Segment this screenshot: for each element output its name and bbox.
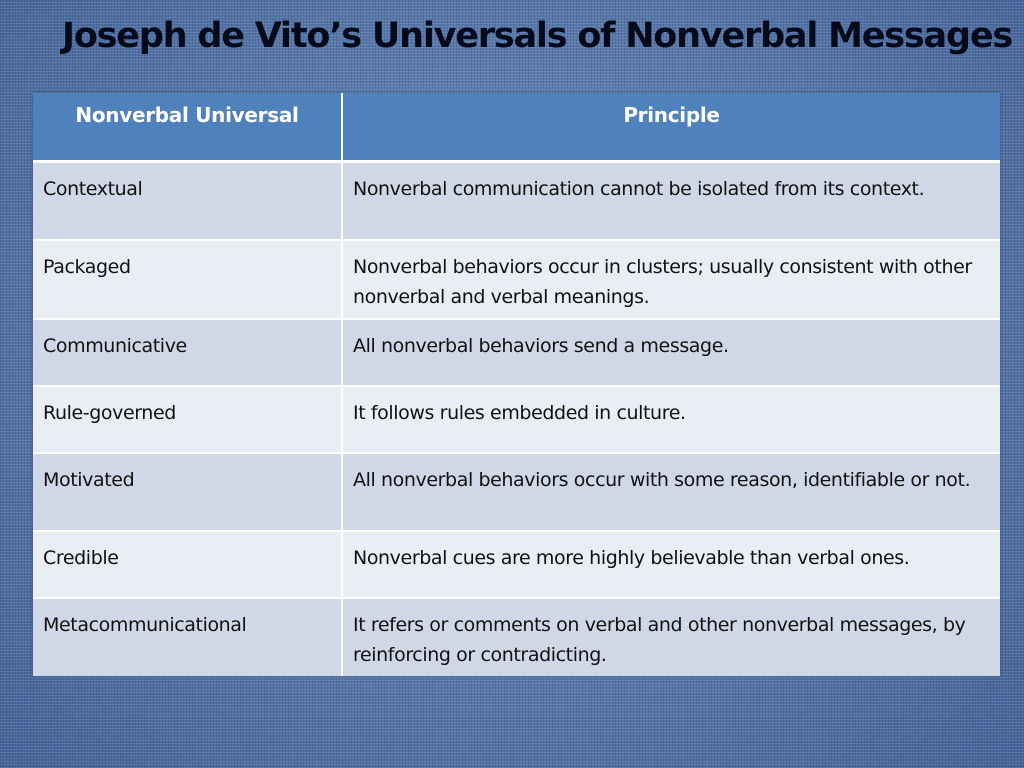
table-row (33, 162, 1000, 240)
principle-cell: It refers or comments on verbal and other nonverbal messages, by reinforcing or contradicting. (342, 598, 1000, 676)
principle-cell: All nonverbal behaviors send a message. (342, 319, 1000, 386)
table-row (33, 319, 1000, 386)
header-principle: Principle (342, 93, 1000, 162)
table-row (33, 386, 1000, 453)
table-row (33, 598, 1000, 676)
universal-cell: Rule-governed (33, 386, 342, 453)
universal-cell: Contextual (33, 162, 342, 240)
principle-cell: It follows rules embedded in culture. (342, 386, 1000, 453)
header-nonverbal-universal: Nonverbal Universal (33, 93, 342, 162)
universal-cell: Credible (33, 531, 342, 598)
principle-cell: Nonverbal cues are more highly believable than verbal ones. (342, 531, 1000, 598)
universals-table-container (33, 93, 1000, 675)
slide-title: Joseph de Vito’s Universals of Nonverbal Messages (62, 16, 1012, 56)
principle-cell: Nonverbal behaviors occur in clusters; usually consistent with other nonverbal and verbal meanings. (342, 240, 1000, 319)
table-header-row (33, 93, 1000, 162)
table-row (33, 531, 1000, 598)
table-row (33, 240, 1000, 319)
universals-table (33, 93, 1000, 676)
universal-cell: Communicative (33, 319, 342, 386)
table-row (33, 453, 1000, 531)
universal-cell: Metacommunicational (33, 598, 342, 676)
principle-cell: All nonverbal behaviors occur with some reason, identifiable or not. (342, 453, 1000, 531)
universal-cell: Packaged (33, 240, 342, 319)
universal-cell: Motivated (33, 453, 342, 531)
principle-cell: Nonverbal communication cannot be isolated from its context. (342, 162, 1000, 240)
